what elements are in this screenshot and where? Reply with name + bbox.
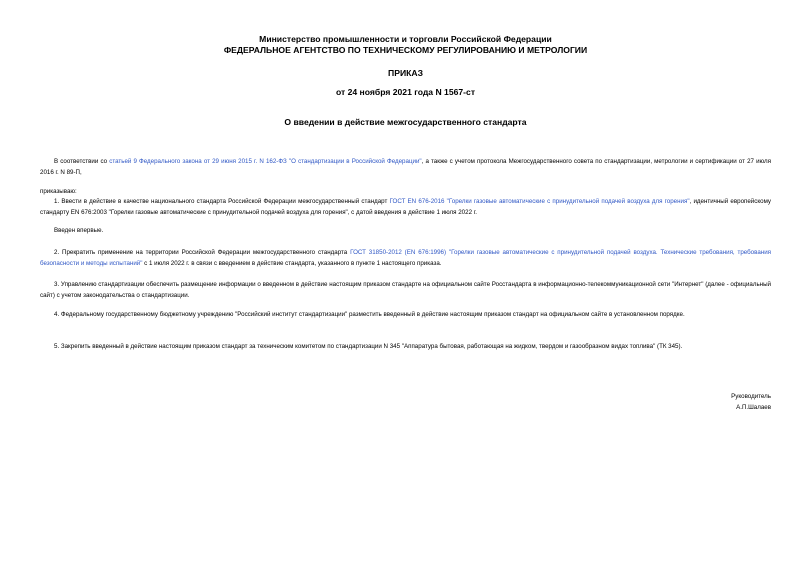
signature-role: Руководитель (731, 393, 771, 400)
gost-en-676-link[interactable]: ГОСТ EN 676-2016 "Горелки газовые автоматические с принудительной подачей воздуха для горения" (389, 198, 690, 205)
item-1-suffix: , идентичный европейскому стандарту EN 676:2003 "Горелки газовые автоматические с принудительной подачей воздуха для горения", с датой введения в действие 1 июля 2022 г. (40, 198, 771, 216)
intro-prefix: В соответствии со (54, 158, 110, 165)
item-2-paragraph (40, 248, 771, 269)
first-time-note: Введен впервые. (54, 227, 104, 234)
federal-law-link[interactable]: статьей 9 Федерального закона от 29 июня 2015 г. N 162-ФЗ "О стандартизации в Российской Федерации" (109, 158, 422, 165)
agency-name: ФЕДЕРАЛЬНОЕ АГЕНТСТВО ПО ТЕХНИЧЕСКОМУ РЕГУЛИРОВАНИЮ И МЕТРОЛОГИИ (223, 45, 588, 55)
item-3-paragraph: 3. Управлению стандартизации обеспечить размещение информации о введенном в действие настоящим приказом стандарте на официальном сайте Росстандарта в информационно-телекоммуникационной сети "Интернет" (далее - официальный сайт) с учетом законодательства о стандартизации. (40, 281, 771, 299)
document-date: от 24 ноября 2021 года N 1567-ст (335, 87, 476, 97)
item-1-prefix: 1. Ввести в действие в качестве национального стандарта Российской Федерации межгосударственный стандарт (54, 198, 390, 205)
item-4-paragraph: 4. Федеральному государственному бюджетному учреждению "Российский институт стандартизации" разместить введенный в действие настоящим приказом стандарт на официальном сайте в установленном порядке. (54, 311, 685, 318)
intro-suffix: , а также с учетом протокола Межгосударственного совета по стандартизации, метрологии и сертификации от 27 июля 2016 г. N 89-П, (40, 158, 771, 176)
ministry-name: Министерство промышленности и торговли Российской Федерации (259, 34, 552, 44)
signature-name: А.П.Шалаев (736, 404, 771, 411)
item-1-paragraph (40, 197, 771, 218)
document-type: ПРИКАЗ (388, 68, 423, 78)
gost-31850-link[interactable]: ГОСТ 31850-2012 (EN 676:1996) "Горелки газовые автоматические с принудительной подачей воздуха. Технические требования, требования безопасности и методы испытаний" (40, 249, 772, 267)
item-2-prefix: 2. Прекратить применение на территории Российской Федерации межгосударственного стандарта (54, 249, 351, 256)
intro-paragraph (40, 157, 771, 178)
orders-label: приказываю: (40, 188, 77, 195)
document-title: О введении в действие межгосударственного стандарта (284, 117, 527, 127)
item-5-paragraph: 5. Закрепить введенный в действие настоящим приказом стандарт за техническим комитетом по стандартизации N 345 "Аппаратура бытовая, работающая на жидком, твердом и газообразном видах топлива" (ТК 345). (54, 343, 683, 350)
item-2-suffix: с 1 июля 2022 г. в связи с введением в действие стандарта, указанного в пункте 1 настоящего приказа. (142, 259, 442, 267)
